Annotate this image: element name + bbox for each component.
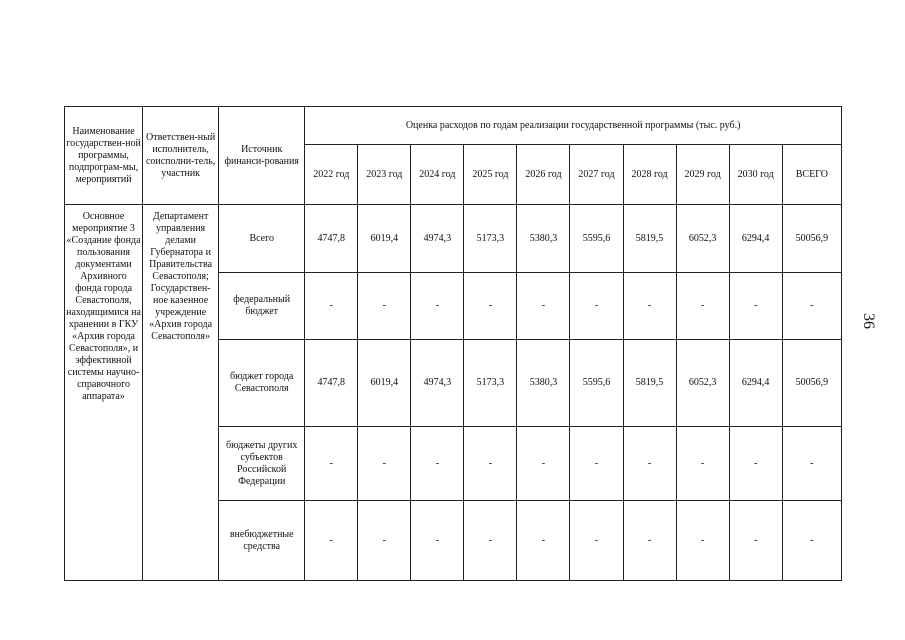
value-cell: 5595,6 (570, 340, 623, 427)
value-cell: 5380,3 (517, 205, 570, 273)
source-column-header: Источник финанси-рования (219, 107, 305, 205)
value-cell: - (623, 427, 676, 501)
executor-cell: Департамент управления делами Губернатора и Правительства Севастополя; Государствен-ное казенное учреждение «Архив города Севастополя» (143, 205, 219, 581)
value-cell: - (411, 501, 464, 581)
value-cell: - (411, 427, 464, 501)
value-cell: - (358, 427, 411, 501)
value-cell: - (517, 427, 570, 501)
value-cell: - (676, 427, 729, 501)
value-cell: - (570, 427, 623, 501)
value-cell: - (464, 273, 517, 340)
value-cell: - (570, 273, 623, 340)
value-cell: 4747,8 (305, 340, 358, 427)
value-cell: - (729, 427, 782, 501)
value-cell: - (676, 501, 729, 581)
value-cell: 4747,8 (305, 205, 358, 273)
year-header-2023: 2023 год (358, 145, 411, 205)
value-cell: 4974,3 (411, 340, 464, 427)
page-number: 36 (860, 313, 877, 329)
estimate-header: Оценка расходов по годам реализации государственной программы (тыс. руб.) (305, 107, 842, 145)
year-header-2025: 2025 год (464, 145, 517, 205)
source-cell: бюджет города Севастополя (219, 340, 305, 427)
program-column-header: Наименование государствен-ной программы, подпрограм-мы, мероприятий (65, 107, 143, 205)
year-header-2029: 2029 год (676, 145, 729, 205)
value-cell: 6019,4 (358, 205, 411, 273)
value-cell: 5595,6 (570, 205, 623, 273)
value-cell: - (729, 273, 782, 340)
value-cell: - (517, 273, 570, 340)
total-cell: - (782, 427, 841, 501)
value-cell: - (729, 501, 782, 581)
total-header: ВСЕГО (782, 145, 841, 205)
total-cell: - (782, 501, 841, 581)
executor-column-header: Ответствен-ный исполнитель, соисполни-тель, участник (143, 107, 219, 205)
source-cell: бюджеты других субъектов Российской Федерации (219, 427, 305, 501)
value-cell: - (464, 427, 517, 501)
year-header-2024: 2024 год (411, 145, 464, 205)
year-header-2022: 2022 год (305, 145, 358, 205)
value-cell: - (623, 273, 676, 340)
value-cell: - (305, 273, 358, 340)
source-cell: федеральный бюджет (219, 273, 305, 340)
program-name-cell: Основное мероприятие 3 «Создание фонда пользования документами Архивного фонда города Севастополя, находящимися на хранении в ГКУ «Архив города Севастополя», и эффективной системы научно-справочного аппарата» (65, 205, 143, 581)
value-cell: 5173,3 (464, 205, 517, 273)
source-cell: внебюджетные средства (219, 501, 305, 581)
value-cell: 6052,3 (676, 340, 729, 427)
value-cell: 6019,4 (358, 340, 411, 427)
value-cell: - (411, 273, 464, 340)
value-cell: 5380,3 (517, 340, 570, 427)
total-cell: 50056,9 (782, 340, 841, 427)
value-cell: 6294,4 (729, 340, 782, 427)
total-cell: 50056,9 (782, 205, 841, 273)
value-cell: - (464, 501, 517, 581)
value-cell: - (676, 273, 729, 340)
value-cell: - (517, 501, 570, 581)
value-cell: 6052,3 (676, 205, 729, 273)
budget-table (64, 106, 842, 581)
value-cell: - (305, 427, 358, 501)
value-cell: 6294,4 (729, 205, 782, 273)
value-cell: - (358, 273, 411, 340)
source-cell: Всего (219, 205, 305, 273)
year-header-2030: 2030 год (729, 145, 782, 205)
total-cell: - (782, 273, 841, 340)
value-cell: 5173,3 (464, 340, 517, 427)
value-cell: - (623, 501, 676, 581)
value-cell: - (305, 501, 358, 581)
value-cell: 5819,5 (623, 205, 676, 273)
year-header-2027: 2027 год (570, 145, 623, 205)
value-cell: 5819,5 (623, 340, 676, 427)
value-cell: - (358, 501, 411, 581)
table-row (65, 205, 842, 273)
value-cell: 4974,3 (411, 205, 464, 273)
year-header-2028: 2028 год (623, 145, 676, 205)
value-cell: - (570, 501, 623, 581)
year-header-2026: 2026 год (517, 145, 570, 205)
